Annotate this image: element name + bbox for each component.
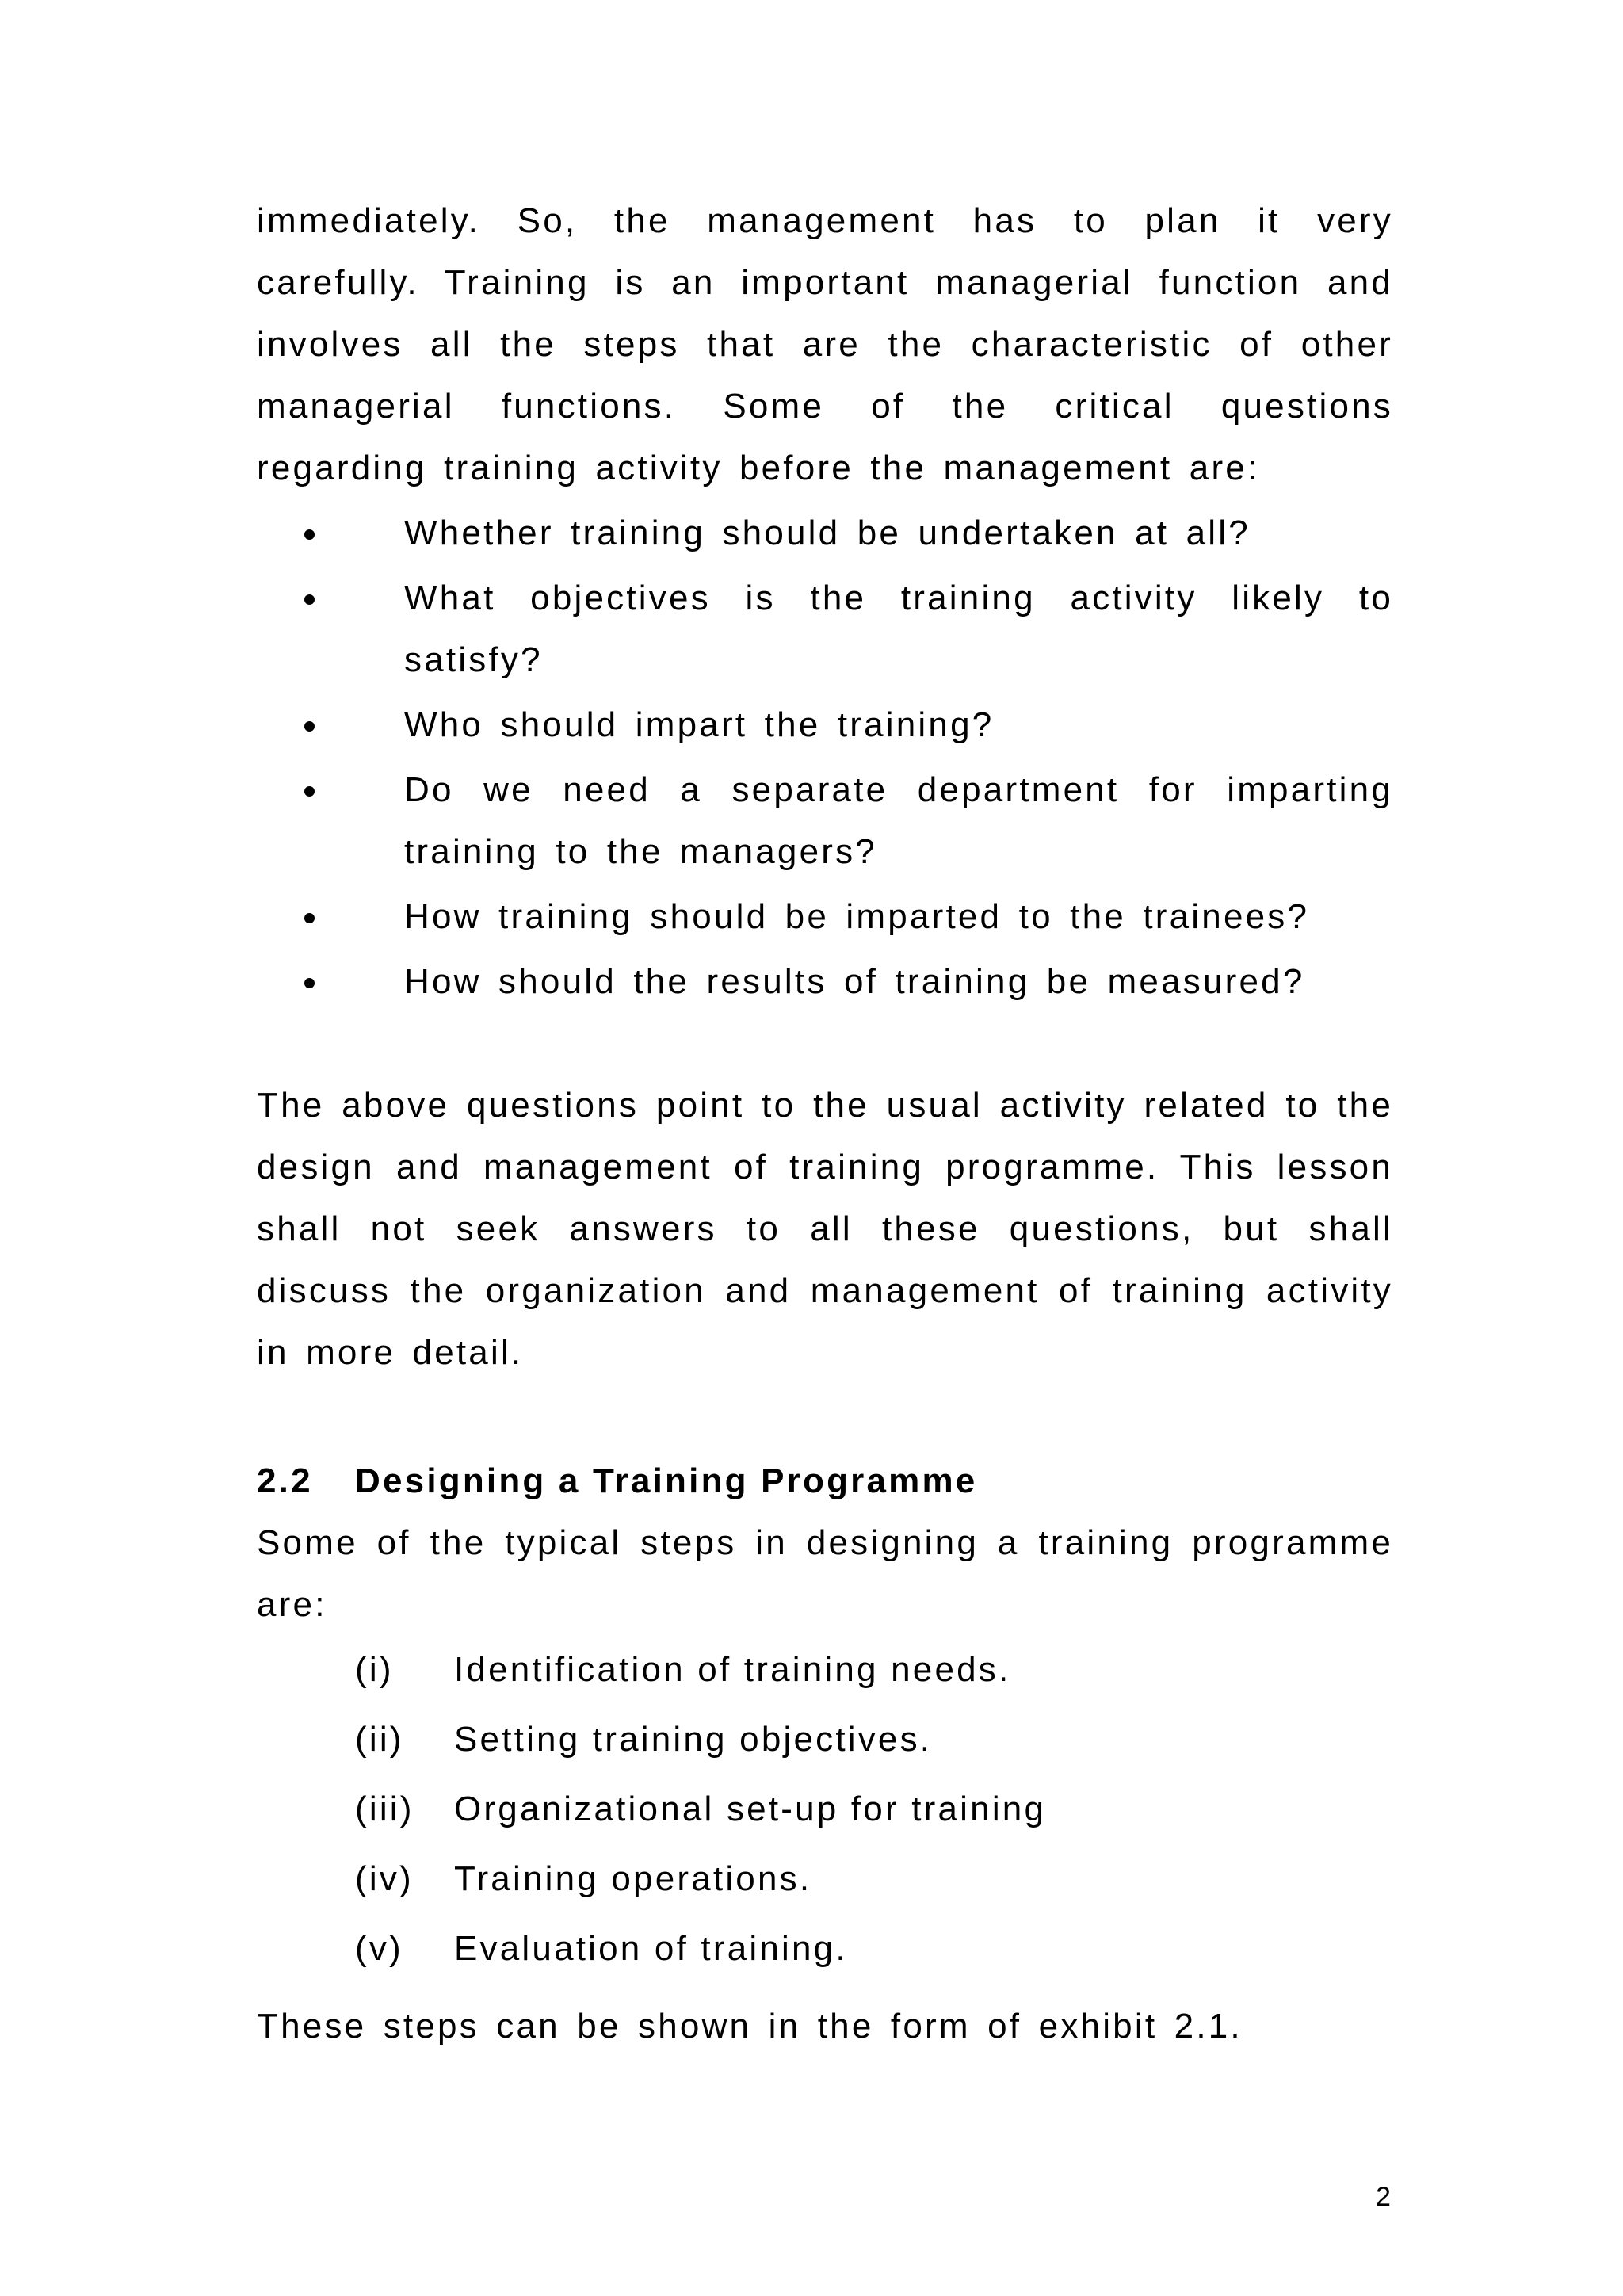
step-marker: (i): [355, 1650, 394, 1689]
page-number: 2: [1376, 2182, 1391, 2212]
step-text: Setting training objectives.: [454, 1720, 933, 1759]
step-text: Identification of training needs.: [454, 1650, 1011, 1689]
step-marker: (ii): [355, 1720, 404, 1759]
bullet-icon: [304, 594, 315, 605]
question-text: What objectives is the training activity likely to satisfy?: [404, 579, 1393, 679]
list-item: [257, 1709, 1393, 1771]
list-item: [257, 1918, 1393, 1980]
list-item: [257, 1848, 1393, 1910]
question-text: Whether training should be undertaken at all?: [404, 514, 1251, 552]
question-text: How training should be imparted to the trainees?: [404, 897, 1310, 936]
bullet-icon: [304, 913, 315, 923]
spacer: [257, 1016, 1393, 1075]
bullet-icon: [304, 721, 315, 732]
section-title: Designing a Training Programme: [355, 1461, 978, 1500]
question-text: How should the results of training be measured?: [404, 962, 1305, 1001]
questions-list: [257, 502, 1393, 1013]
section-number: 2.2: [257, 1461, 313, 1500]
step-text: Organizational set-up for training: [454, 1790, 1047, 1828]
step-text: Training operations.: [454, 1859, 812, 1898]
bullet-icon: [304, 978, 315, 988]
summary-paragraph: The above questions point to the usual activity related to the design and management of training programme. This lesson shall not seek answers to all these questions, but shall discuss the organization and management of training activity in more detail.: [257, 1086, 1393, 1372]
bullet-icon: [304, 786, 315, 797]
list-item: [257, 759, 1393, 883]
list-item: [257, 1778, 1393, 1840]
steps-list: [257, 1639, 1393, 1980]
list-item: [257, 502, 1393, 564]
question-text: Who should impart the training?: [404, 705, 995, 744]
step-marker: (iii): [355, 1790, 414, 1828]
list-item: [257, 694, 1393, 756]
list-item: [257, 1639, 1393, 1701]
list-item: [257, 567, 1393, 691]
document-page: [257, 190, 1393, 2057]
step-text: Evaluation of training.: [454, 1929, 848, 1968]
intro-paragraph: immediately. So, the management has to plan it very carefully. Training is an important managerial function and involves all the steps that are the characteristic of other managerial functions. Some of the critical questions regarding training activity before the management are:: [257, 201, 1393, 487]
step-marker: (iv): [355, 1859, 414, 1898]
list-item: [257, 886, 1393, 948]
closing-paragraph: These steps can be shown in the form of exhibit 2.1.: [257, 2007, 1243, 2046]
section-intro: Some of the typical steps in designing a training programme are:: [257, 1523, 1393, 1624]
bullet-icon: [304, 529, 315, 540]
question-text: Do we need a separate department for imparting training to the managers?: [404, 770, 1393, 871]
section-heading: [257, 1450, 1393, 1512]
spacer: [257, 1384, 1393, 1450]
list-item: [257, 951, 1393, 1013]
step-marker: (v): [355, 1929, 403, 1968]
